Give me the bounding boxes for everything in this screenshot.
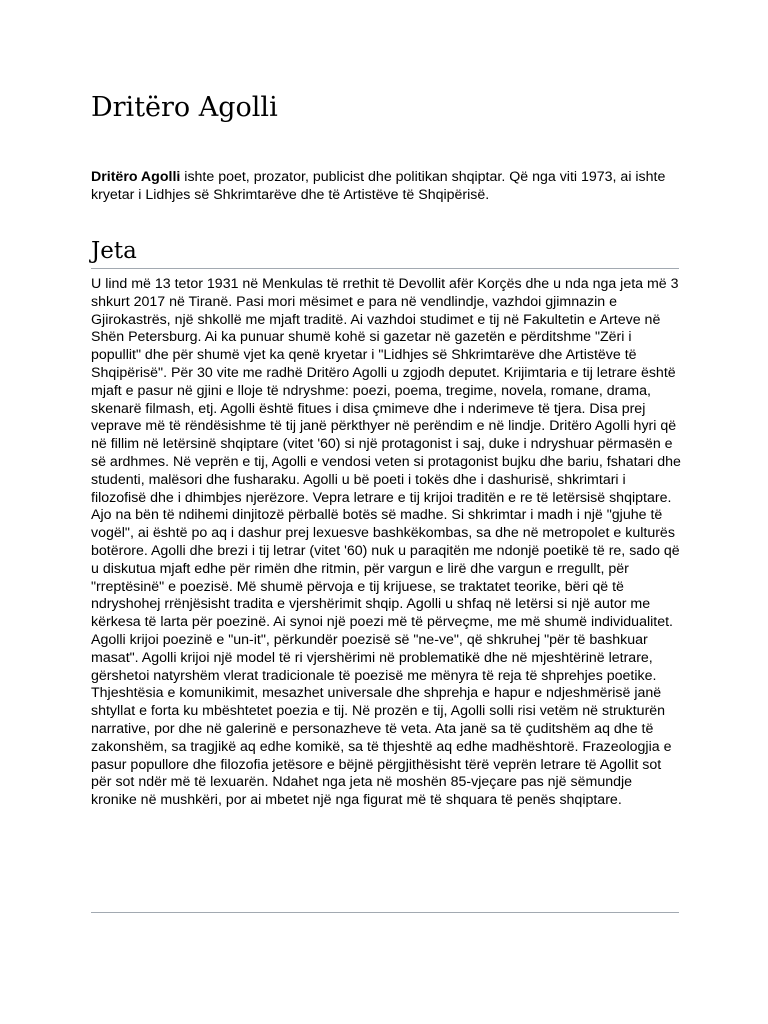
page-title: Dritëro Agolli	[91, 92, 278, 123]
section-paragraph: U lind më 13 tetor 1931 në Menkulas të rrethit të Devollit afër Korçës dhe u nda nga jeta më 3 shkurt 2017 në Tiranë. Pasi mori mësimet e para në vendlindje, vazhdoi gjimnazin e Gjirokastrës, një shkollë me mjaft traditë. Ai vazhdoi studimet e tij në Fakultetin e Arteve në Shën Petersburg. Ai ka punuar shumë kohë si gazetar në gazetën e përditshme "Zëri i popullit" dhe për shumë vjet ka qenë kryetar i "Lidhjes së Shkrimtarëve dhe Artistëve të Shqipërisë". Për 30 vite me radhë Dritëro Agolli u zgjodh deputet. Krijimtaria e tij letrare është mjaft e pasur në gjini e lloje të ndryshme: poezi, poema, tregime, novela, romane, drama, skenarë filmash, etj. Agolli është fitues i disa çmimeve dhe i nderimeve të tjera. Disa prej veprave më të rëndësishme të tij janë përkthyer në perëndim e në lindje. Dritëro Agolli hyri që në fillim në letërsinë shqiptare (vitet '60) si një protagonist i saj, duke i ndryshuar përmasën e së ardhmes. Në veprën e tij, Agolli e vendosi veten si protagonist bujku dhe bariu, fshatari dhe studenti, malësori dhe fusharaku. Agolli u bë poeti i tokës dhe i dashurisë, shkrimtari i filozofisë dhe i dhimbjes njerëzore. Vepra letrare e tij krijoi traditën e re të letërsisë shqiptare. Ajo na bën të ndihemi dinjitozë përballë botës së madhe. Si shkrimtar i madh i një "gjuhe të vogël", ai është po aq i dashur prej lexuesve bashkëkombas, sa dhe në metropolet e kulturës botërore. Agolli dhe brezi i tij letrar (vitet '60) nuk u paraqitën me ndonjë poetikë të re, sado që u diskutua mjaft edhe për rimën dhe ritmin, për vargun e lirë dhe vargun e rregullt, për "rreptësinë" e poezisë. Më shumë përvoja e tij krijuese, se traktatet teorike, bëri që të ndryshohej rrënjësisht tradita e vjershërimit shqip. Agolli u shfaq në letërsi si një autor me kërkesa të larta për poezinë. Ai synoi një poezi më të përveçme, me më shumë individualitet. Agolli krijoi poezinë e "un-it", përkundër poezisë së "ne-ve", që shkruhej "për të bashkuar masat". Agolli krijoi një model të ri vjershërimi në problematikë dhe në mjeshtërinë letrare, gërshetoi natyrshëm vlerat tradicionale të poezisë me mënyra të reja të shprehjes poetike. Thjeshtësia e komunikimit, mesazhet universale dhe shprehja e hapur e ndjeshmërisë janë shtyllat e forta ku mbështetet poezia e tij. Në prozën e tij, Agolli solli risi vetëm në strukturën narrative, por dhe në galerinë e personazheve të veta. Ata janë sa të çuditshëm aq dhe të zakonshëm, sa tragjikë aq edhe komikë, sa të thjeshtë aq edhe madhështorë. Frazeologjia e pasur popullore dhe filozofia jetësore e bëjnë përgjithësisht tërë veprën letrare të Agollit sot për sot ndër më të lexuarën. Ndahet nga jeta në moshën 85-vjeçare pas një sëmundje kronike në mushkëri, por ai mbetet një nga figurat më të shquara të penës shqiptare.	[91, 276, 681, 809]
intro-paragraph	[91, 169, 679, 205]
intro-text: ishte poet, prozator, publicist dhe politikan shqiptar. Që nga viti 1973, ai ishte kryetar i Lidhjes së Shkrimtarëve dhe të Artistëve të Shqipërisë.	[91, 169, 666, 203]
intro-lead-name: Dritëro Agolli	[91, 169, 181, 185]
footer-divider	[91, 912, 679, 913]
section-heading-jeta: Jeta	[91, 234, 679, 269]
